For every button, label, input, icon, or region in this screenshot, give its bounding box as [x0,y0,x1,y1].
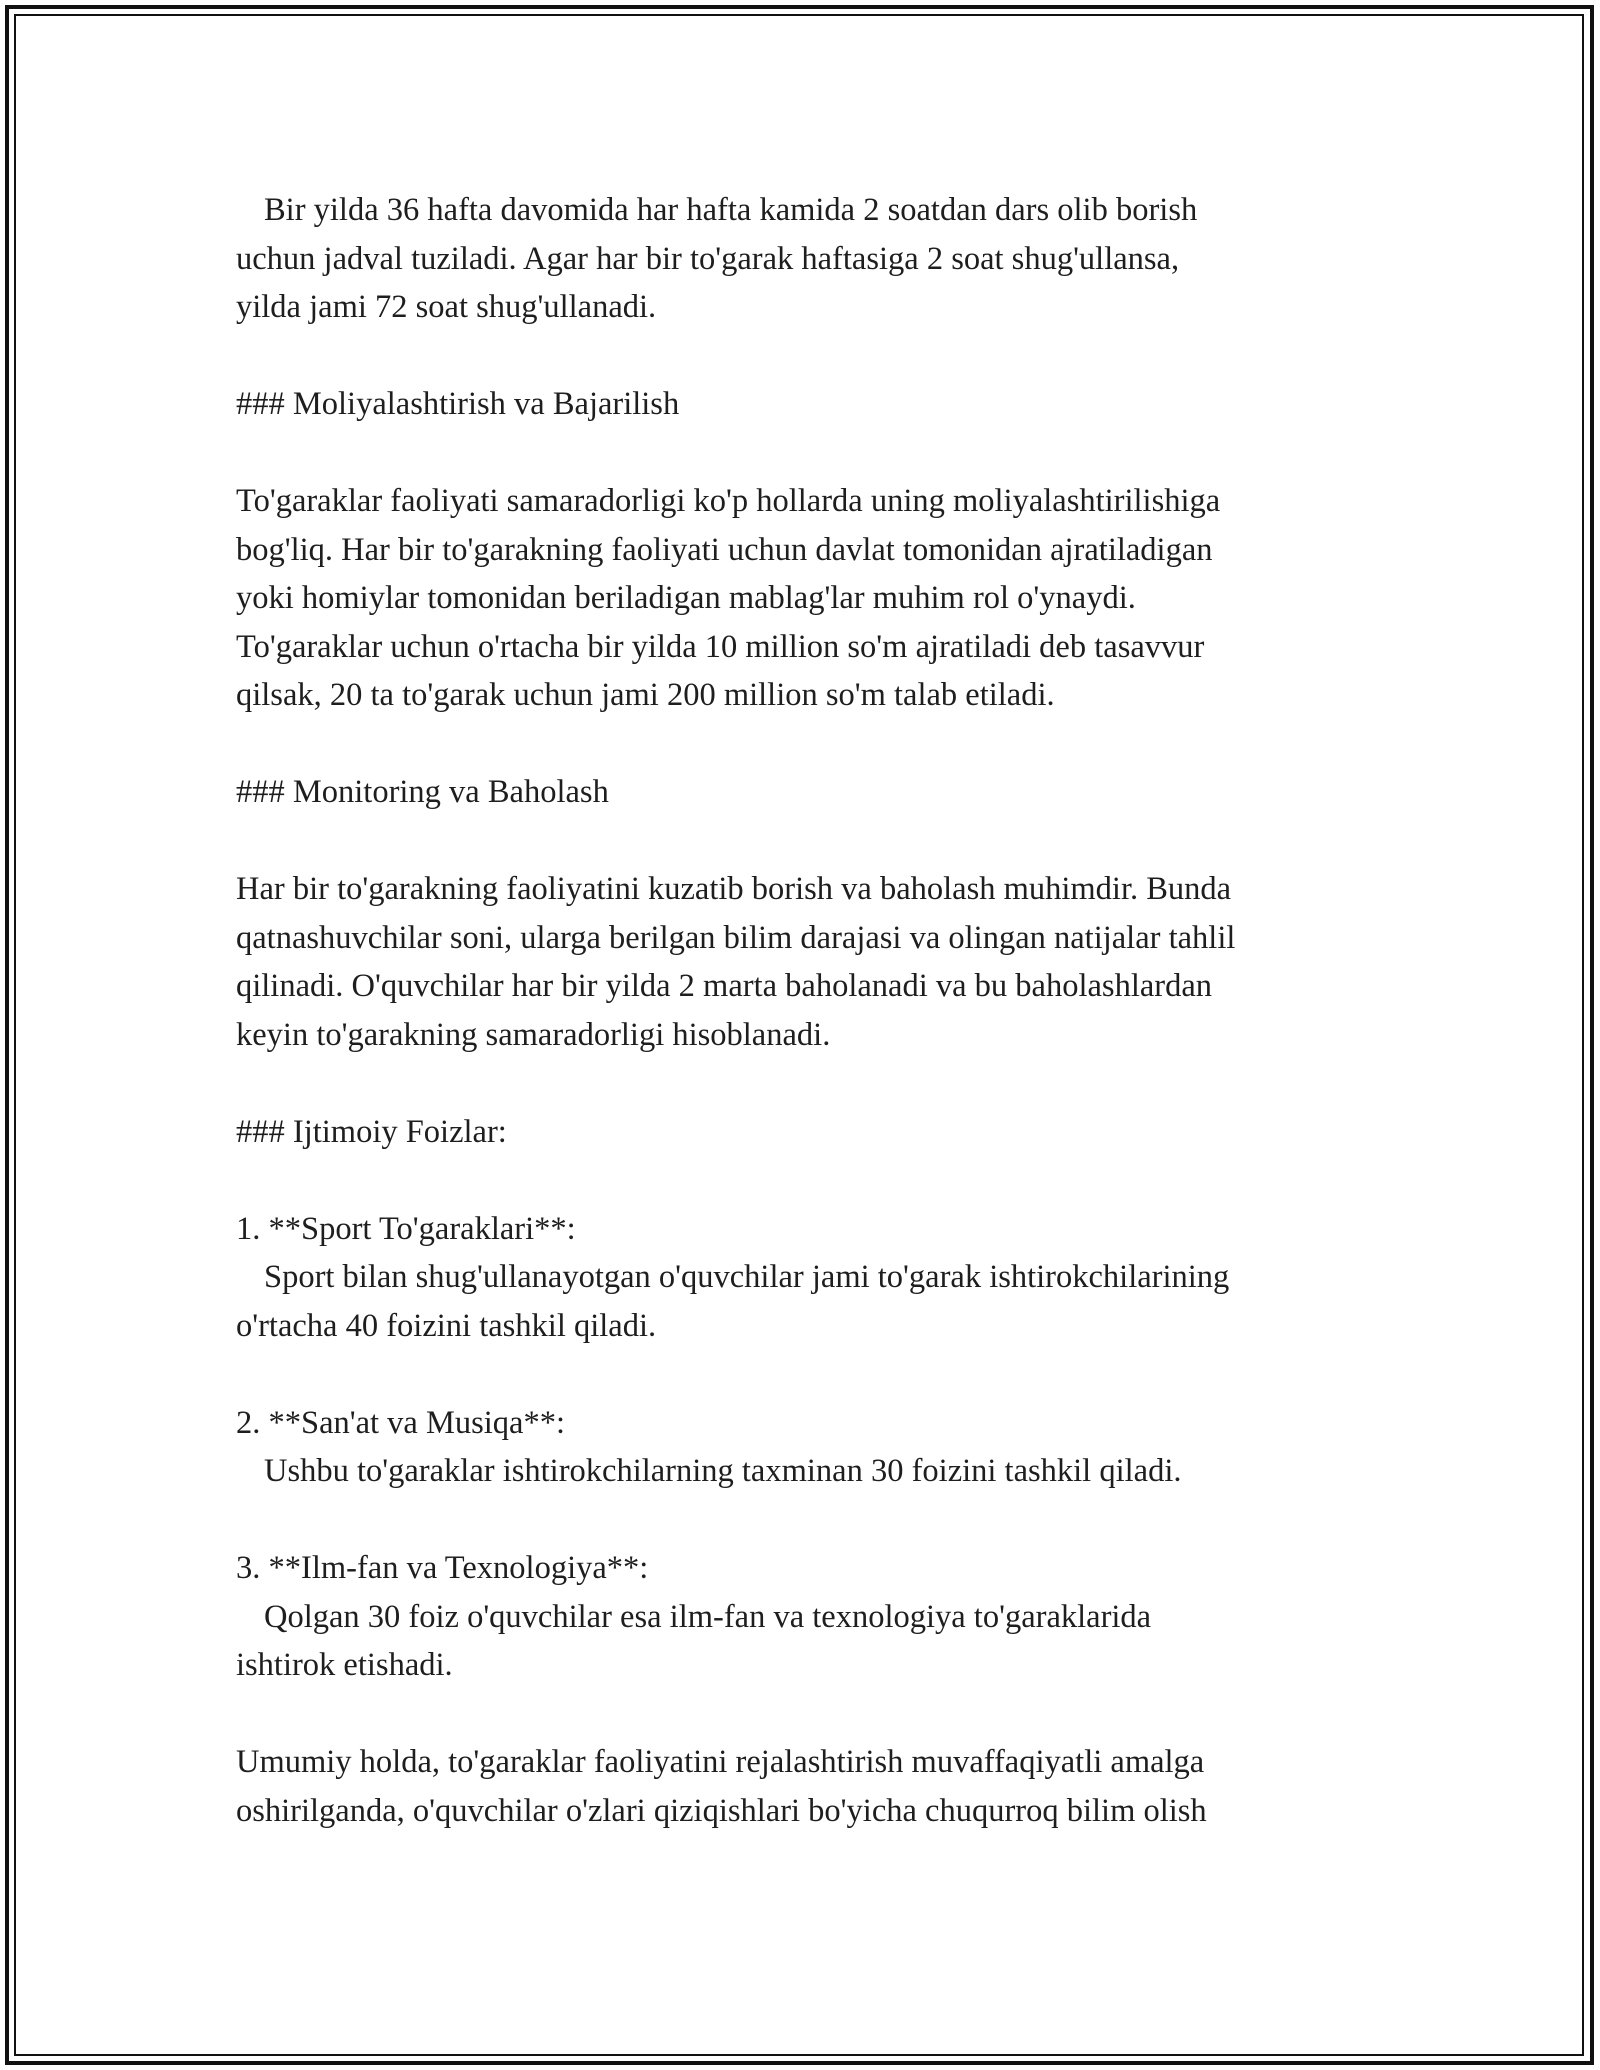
monitoring-paragraph [236,865,1376,1059]
list-item-art-music [236,1399,1376,1496]
text-line: uchun jadval tuziladi. Agar har bir to'garak haftasiga 2 soat shug'ullansa, [236,240,1180,277]
text-line: keyin to'garakning samaradorligi hisoblanadi. [236,1016,831,1053]
text-line: To'garaklar uchun o'rtacha bir yilda 10 million so'm ajratiladi deb tasavvur [236,628,1205,665]
text-line: o'rtacha 40 foizini tashkil qiladi. [236,1307,657,1344]
text-line: yilda jami 72 soat shug'ullanadi. [236,289,657,325]
list-item-science-tech [236,1544,1376,1690]
text-line: Qolgan 30 foiz o'quvchilar esa ilm-fan va texnologiya to'garaklarida [264,1598,1152,1635]
list-item-title: 1. **Sport To'garaklari**: [236,1210,576,1247]
spacer [236,1156,1376,1205]
section-heading-social: ### Ijtimoiy Foizlar: [236,1113,507,1150]
intro-paragraph [236,186,1376,332]
text-line: qatnashuvchilar soni, ularga berilgan bilim darajasi va olingan natijalar tahlil [236,919,1236,956]
section-heading-monitoring: ### Monitoring va Baholash [236,774,609,810]
conclusion-paragraph [236,1738,1376,1835]
spacer [236,332,1376,381]
text-line: bog'liq. Har bir to'garakning faoliyati uchun davlat tomonidan ajratiladigan [236,531,1213,568]
text-line: yoki homiylar tomonidan beriladigan mablag'lar muhim rol o'ynaydi. [236,580,1136,616]
section-heading-funding: ### Moliyalashtirish va Bajarilish [236,386,680,422]
list-item-sport [236,1205,1376,1351]
text-line: qilsak, 20 ta to'garak uchun jami 200 million so'm talab etiladi. [236,677,1055,713]
text-line: Har bir to'garakning faoliyatini kuzatib borish va baholash muhimdir. Bunda [236,871,1232,907]
text-line: oshirilganda, o'quvchilar o'zlari qiziqishlari bo'yicha chuqurroq bilim olish [236,1792,1207,1829]
text-line: Sport bilan shug'ullanayotgan o'quvchilar jami to'garak ishtirokchilarining [264,1259,1230,1295]
document-body [236,186,1376,1835]
spacer [236,429,1376,478]
list-item-title: 3. **Ilm-fan va Texnologiya**: [236,1550,649,1586]
spacer [236,1496,1376,1545]
text-line: Umumiy holda, to'garaklar faoliyatini rejalashtirish muvaffaqiyatli amalga [236,1744,1205,1780]
text-line: qilinadi. O'quvchilar har bir yilda 2 marta baholanadi va bu baholashlardan [236,968,1213,1004]
text-line: ishtirok etishadi. [236,1647,453,1683]
list-item-title: 2. **San'at va Musiqa**: [236,1404,566,1441]
spacer [236,720,1376,769]
spacer [236,1690,1376,1739]
text-line: To'garaklar faoliyati samaradorligi ko'p hollarda uning moliyalashtirilishiga [236,483,1221,519]
spacer [236,1350,1376,1399]
funding-paragraph [236,477,1376,720]
text-line: Ushbu to'garaklar ishtirokchilarning taxminan 30 foizini tashkil qiladi. [264,1453,1182,1489]
spacer [236,817,1376,866]
text-line: Bir yilda 36 hafta davomida har hafta kamida 2 soatdan dars olib borish [264,192,1198,228]
spacer [236,1059,1376,1108]
